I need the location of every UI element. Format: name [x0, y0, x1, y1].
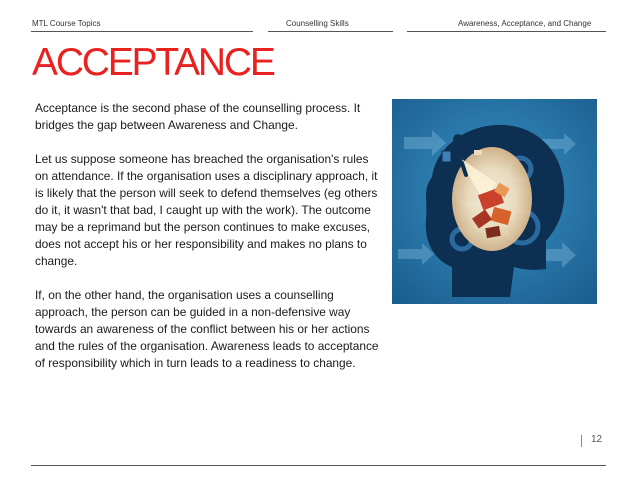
slide-body — [35, 100, 383, 389]
paragraph-intro: Acceptance is the second phase of the counselling process. It bridges the gap between Awareness and Change. — [35, 101, 361, 132]
slide-header — [0, 0, 638, 36]
header-divider-right — [407, 31, 606, 32]
header-divider-center — [268, 31, 393, 32]
slide-title: ACCEPTANCE — [32, 41, 274, 84]
footer-separator — [581, 435, 582, 447]
header-topic-label: Counselling Skills — [286, 19, 349, 28]
briefcase-icon — [442, 151, 451, 162]
climber-body — [452, 145, 464, 163]
header-divider-left — [31, 31, 253, 32]
footer-rule — [31, 465, 606, 466]
head-climber-illustration — [392, 99, 597, 304]
paragraph-counselling: If, on the other hand, the organisation uses a counselling approach, the person can be guided in a non-defensive way towards an awareness of the conflict between his or her actions and the rules of the organisation. Awareness leads to acceptance of responsibility which in turn leads to a readiness to change. — [35, 288, 379, 370]
header-section-label: Awareness, Acceptance, and Change — [458, 19, 592, 28]
page-number: 12 — [591, 434, 603, 445]
paragraph-disciplinary: Let us suppose someone has breached the organisation's rules on attendance. If the organisation uses a disciplinary approach, it is likely that the person will seek to defend themselves (eg others do it, it wasn't that bad, I caught up with the work). The outcome may be a reprimand but the person continues to make excuses, does not accept his or her responsibility and makes no plans to change. — [35, 152, 378, 268]
flashlight-icon — [474, 150, 482, 155]
header-course-label: MTL Course Topics — [32, 19, 101, 28]
climber-head — [453, 134, 463, 144]
